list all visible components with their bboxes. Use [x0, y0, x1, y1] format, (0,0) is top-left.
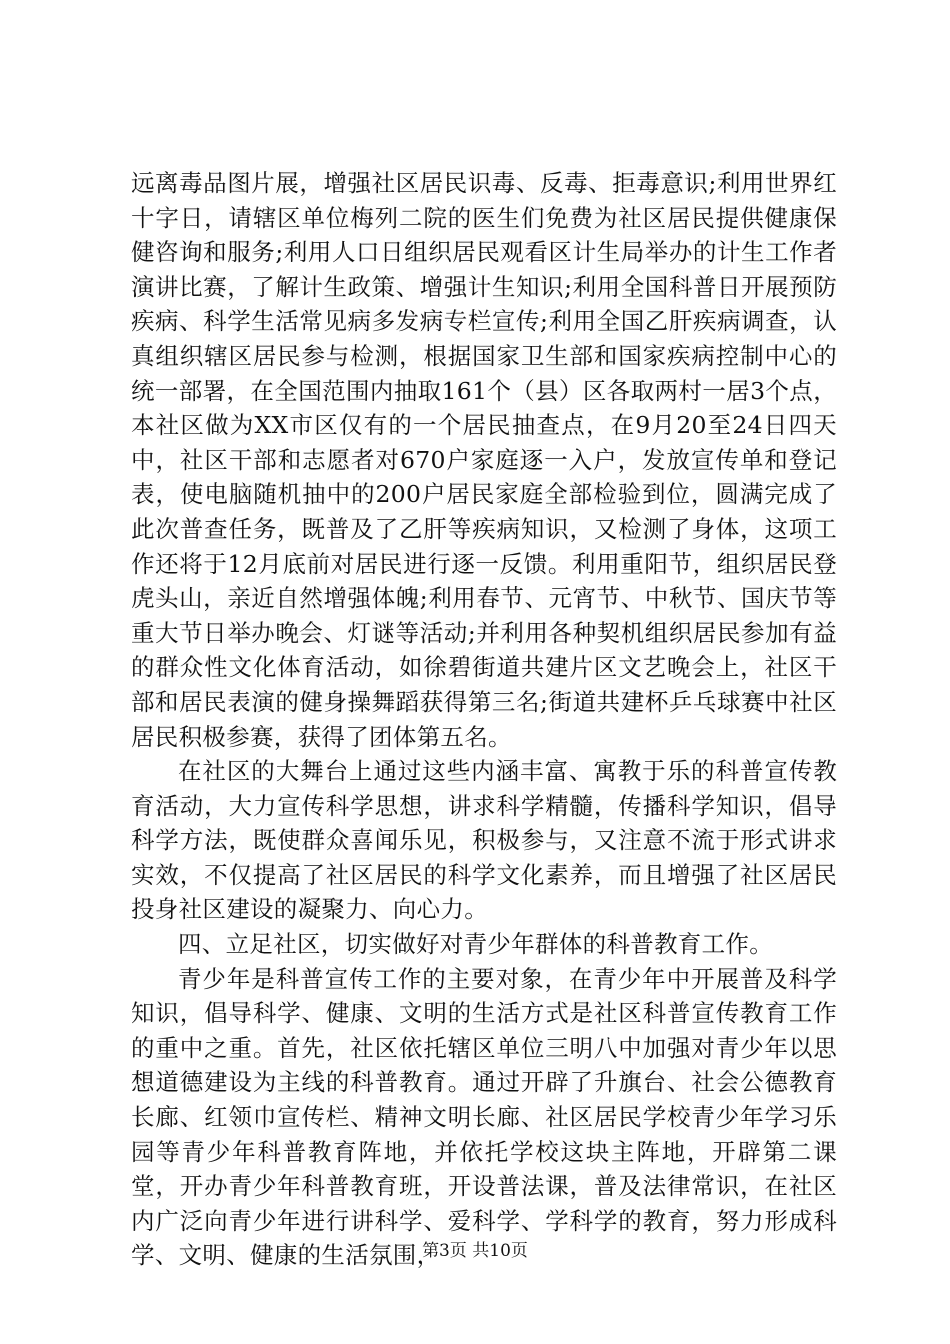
paragraph-community-activities: 远离毒品图片展，增强社区居民识毒、反毒、拒毒意识;利用世界红十字日，请辖区单位梅列二院的医生们免费为社区居民提供健康保健咨询和服务;利用人口日组织居民观看区计生局举办的计生工作者演讲比赛，了解计生政策、增强计生知识;利用全国科普日开展预防疾病、科学生活常见病多发病专栏宣传;利用全国乙肝疾病调查，认真组织辖区居民参与检测，根据国家卫生部和国家疾病控制中心的统一部署，在全国范围内抽取161个（县）区各取两村一居3个点，本社区做为XX市区仅有的一个居民抽查点，在9月20至24日四天中，社区干部和志愿者对670户家庭逐一入户，发放宣传单和登记表，使电脑随机抽中的200户居民家庭全部检验到位，圆满完成了此次普查任务，既普及了乙肝等疾病知识，又检测了身体，这项工作还将于12月底前对居民进行逐一反馈。利用重阳节，组织居民登虎头山，亲近自然增强体魄;利用春节、元宵节、中秋节、国庆节等重大节日举办晚会、灯谜等活动;并利用各种契机组织居民参加有益的群众性文化体育活动，如徐碧街道共建片区文艺晚会上，社区干部和居民表演的健身操舞蹈获得第三名;街道共建杯乒乓球赛中社区居民积极参赛，获得了团体第五名。 — [131, 169, 837, 751]
document-body — [131, 166, 837, 1273]
section-heading-youth: 四、立足社区，切实做好对青少年群体的科普教育工作。 — [178, 930, 773, 959]
paragraph-youth-education: 青少年是科普宣传工作的主要对象，在青少年中开展普及科学知识，倡导科学、健康、文明的生活方式是社区科普宣传教育工作的重中之重。首先，社区依托辖区单位三明八中加强对青少年以思想道德建设为主线的科普教育。通过开辟了升旗台、社会公德教育长廊、红领巾宣传栏、精神文明长廊、社区居民学校青少年学习乐园等青少年科普教育阵地，并依托学校这块主阵地，开辟第二课堂，开办青少年科普教育班，开设普法课，普及法律常识，在社区内广泛向青少年进行讲科学、爱科学、学科学的教育，努力形成科学、文明、健康的生活氛围， — [131, 964, 837, 1270]
paragraph-science-stage: 在社区的大舞台上通过这些内涵丰富、寓教于乐的科普宣传教育活动，大力宣传科学思想，讲求科学精髓，传播科学知识，倡导科学方法，既使群众喜闻乐见，积极参与，又注意不流于形式讲求实效，不仅提高了社区居民的科学文化素养，而且增强了社区居民投身社区建设的凝聚力、向心力。 — [131, 757, 837, 924]
page-number-footer: 第3页 共10页 — [422, 1241, 528, 1261]
